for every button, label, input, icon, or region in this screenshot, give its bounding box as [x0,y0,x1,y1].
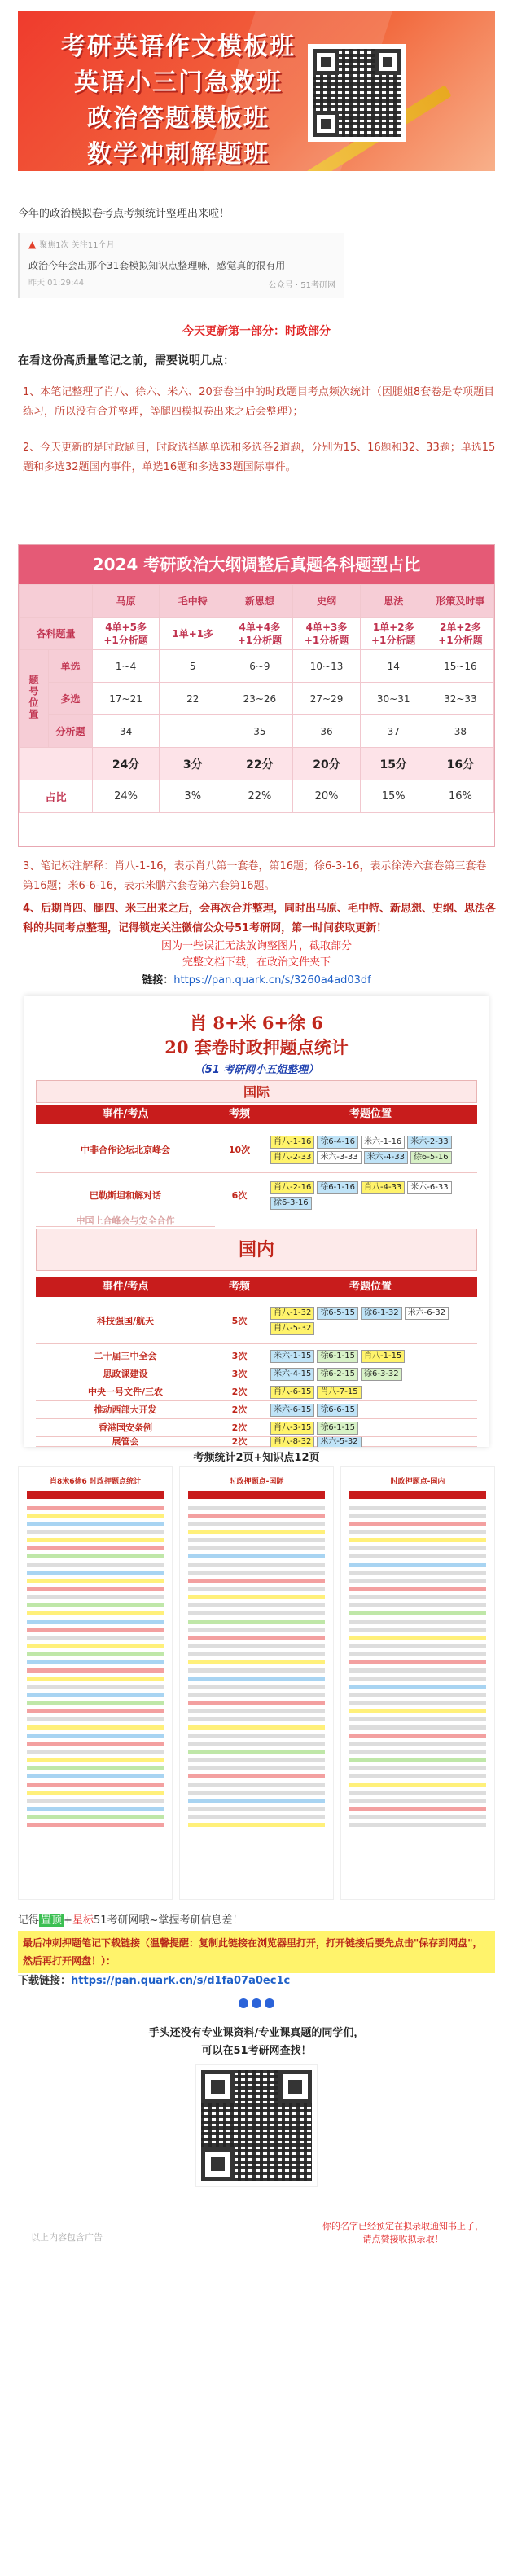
event-name: 中央一号文件/三农 [36,1383,215,1401]
resource-prompt: 可以在51考研网查找！ [201,2045,312,2057]
sheet-title: 20 套卷时政押题点统计 [164,1037,349,1057]
position-tag: 徐6-6-15 [317,1404,358,1417]
table-header: 马原 [93,585,160,618]
flame-icon: ▲ [28,239,37,250]
quark-link[interactable]: https://pan.quark.cn/s/3260a4ad03df [173,974,371,987]
table-cell: 17~21 [93,683,160,715]
table-cell: 35 [226,715,293,748]
position-tag: 米六-6-32 [405,1307,449,1320]
table-cell: 20% [293,780,360,813]
quark-download-link[interactable]: https://pan.quark.cn/s/d1fa07a0ec1c [71,1975,291,1987]
event-name: 香港国安条例 [36,1419,215,1437]
position-tag: 米六-5-32 [317,1437,361,1447]
position-tag: 米六-2-33 [407,1136,451,1149]
sheet-header-row [36,1277,477,1297]
event-count: 2次 [215,1401,264,1419]
follow-reminder: 记得 置顶 +星标51考研网哦~掌握考研信息差！ [18,1914,243,1927]
event-count: 3次 [215,1347,264,1365]
event-row [36,1401,477,1419]
footer-qr-code[interactable] [195,2064,318,2187]
quote-source: 公众号 · 51考研网 [268,281,335,290]
position-tag: 徐6-3-32 [361,1368,402,1381]
ad-disclaimer: 以上内容包含广告 [31,2232,103,2243]
event-row [36,1347,477,1365]
row-label: 单选 [49,650,93,683]
star-text: 星标 [72,1914,94,1927]
doc-preview[interactable] [18,1466,173,1900]
event-row [36,1128,477,1173]
table-cell: 2单+2多 +1分析题 [427,618,493,650]
row-label: 多选 [49,683,93,715]
position-tag: 肖八-7-15 [317,1386,361,1399]
event-name: 展管会 [36,1437,215,1447]
download-note: 最后冲刺押题笔记下载链接（温馨提醒：复制此链接在浏览器里打开，打开链接后要先点击"保存到网盘"，然后再打开网盘！）： [18,1931,495,1973]
table-cell: 30~31 [360,683,427,715]
table-cell: 3% [160,780,226,813]
update-heading: 今天更新第一部分：时政部分 [182,325,331,338]
table-cell: 16% [427,780,493,813]
pin-highlight: 置顶 [41,1914,63,1927]
position-tag: 米六-1-16 [361,1136,405,1149]
position-tag: 肖八-5-32 [270,1322,314,1335]
section-international: 国际 [36,1080,477,1103]
table-cell: 3分 [160,748,226,780]
table-cell: 4单+4多 +1分析题 [226,618,293,650]
col-header: 考频 [228,1108,250,1120]
table-cell: 14 [360,650,427,683]
event-count: 6次 [215,1176,264,1215]
position-tag: 徐6-1-32 [361,1307,402,1320]
position-tag: 徐6-4-16 [317,1136,358,1149]
table-cell: 36 [293,715,360,748]
position-tag: 肖八-1-32 [270,1307,314,1320]
event-count: 2次 [215,1419,264,1437]
table-cell: 38 [427,715,493,748]
resource-prompt: 手头还没有专业课资料/专业课真题的同学们， [148,2027,365,2039]
position-tag: 徐6-1-16 [317,1181,358,1194]
position-tag: 徐6-3-16 [270,1197,312,1210]
event-name: 科技强国/航天 [36,1299,215,1344]
event-count: 3次 [215,1365,264,1383]
doc-title: 时政押题点-国内 [390,1478,445,1486]
table-cell: 10~13 [293,650,360,683]
quoted-comment [18,233,344,298]
quote-meta: 聚焦1次 关注11个月 [39,241,115,250]
col-header: 事件/考点 [102,1281,149,1293]
table-cell: 37 [360,715,427,748]
position-tag: 肖八-6-15 [270,1386,314,1399]
table-cell: 1单+1多 [160,618,226,650]
position-tag: 肖八-2-33 [270,1151,314,1164]
position-tag: 米六-6-33 [407,1181,451,1194]
event-count: 5次 [215,1299,264,1344]
row-label: 占比 [20,780,93,813]
event-row [36,1215,477,1227]
note-item: 3、笔记标注解释：肖八-1-16，表示肖八第一套卷，第16题；徐6-3-16，表示徐涛六套卷第三套卷第16题；米6-6-16，表示米鹏六套卷第六套第16题。 [23,860,487,892]
link-label: 链接： [142,974,174,987]
sheet-header-row [36,1105,477,1124]
event-row [36,1419,477,1437]
stats-sheet-image [24,996,489,1447]
table-cell: 27~29 [293,683,360,715]
doc-preview[interactable] [179,1466,334,1900]
banner-line: 英语小三门急救班 [74,68,283,97]
event-row [36,1299,477,1344]
position-tag: 肖八-2-16 [270,1181,314,1194]
notes-heading: 在看这份高质量笔记之前，需要说明几点： [18,354,235,367]
note-item: 4、后期肖四、腿四、米三出来之后，会再次合并整理，同时出马原、毛中特、新思想、史纲、思法各科的共同考点整理，记得锁定关注微信公众号51考研网，第一时间获取更新！ [23,903,497,934]
event-name: 巴勒斯坦和解对话 [36,1176,215,1215]
position-tag: 徐6-5-15 [317,1307,358,1320]
table-cell: 5 [160,650,226,683]
table-header: 新思想 [226,585,293,618]
position-tag: 米六-6-15 [270,1404,314,1417]
banner-qr-code[interactable] [308,44,406,142]
doc-title: 时政押题点-国际 [229,1478,284,1486]
download-link-line [18,1972,290,1987]
link-note: 因为一些误汇无法放询整图片，截取部分 [160,940,352,952]
position-tag: 肖八-1-15 [361,1350,405,1363]
side-label: 题号位置 [28,675,39,720]
event-row [36,1437,477,1447]
position-tag: 米六-4-33 [364,1151,408,1164]
intro-text: 今年的政治模拟卷考点考频统计整理出来啦！ [18,208,230,220]
position-tag: 肖八-4-33 [361,1181,405,1194]
row-label: 分析题 [49,715,93,748]
banner-line: 数学冲刺解题班 [87,140,270,169]
table-cell: — [160,715,226,748]
position-tag: 肖八-3-15 [270,1422,314,1435]
event-name: 二十届三中全会 [36,1347,215,1365]
quote-text: 政治今年会出那个31套模拟知识点整理嘛，感觉真的很有用 [28,260,286,271]
stats-caption: 考频统计2页+知识点12页 [193,1452,320,1464]
col-header: 考频 [228,1281,250,1293]
position-tag: 徐6-1-15 [317,1350,358,1363]
table-cell: 1单+2多 +1分析题 [360,618,427,650]
course-banner[interactable] [18,11,495,171]
table-cell: 34 [93,715,160,748]
banner-lines [60,29,296,171]
event-name: 思政课建设 [36,1365,215,1383]
position-tag: 徐6-1-15 [317,1422,358,1435]
event-count: 2次 [215,1383,264,1401]
table-cell: 24分 [93,748,160,780]
table-cell: 23~26 [226,683,293,715]
note-item: 1、本笔记整理了肖八、徐六、米六、20套卷当中的时政题目考点频次统计（因腿姐8套卷是专项题目练习，所以没有合并整理，等腿四模拟卷出来之后会整理）； [23,386,495,418]
document-previews [18,1466,495,1900]
sheet-title: 肖 8+米 6+徐 6 [190,1013,323,1033]
event-name: 中非合作论坛北京峰会 [36,1128,215,1173]
divider-dots [0,1996,513,2011]
position-tag: 米六-1-15 [270,1350,314,1363]
event-row [36,1383,477,1401]
table-header: 思法 [360,585,427,618]
table-cell: 24% [93,780,160,813]
table-cell: 4单+5多 +1分析题 [93,618,160,650]
banner-line: 考研英语作文模板班 [61,33,296,61]
table-cell: 22分 [226,748,293,780]
quote-time: 昨天 01:29:44 [28,279,85,288]
position-tag: 徐6-2-15 [317,1368,358,1381]
table-cell: 6~9 [226,650,293,683]
table-header: 形策及时事 [427,585,493,618]
exam-structure-table [18,544,495,847]
banner-line: 政治答题模板班 [87,104,270,133]
event-count: 2次 [215,1437,264,1447]
closing-note: 你的名字已经预定在拟录取通知书上了， 请点赞接收拟录取！ [322,2221,484,2244]
position-tag: 米六-3-33 [317,1151,361,1164]
position-tag: 米六-4-15 [270,1368,314,1381]
position-tag: 肖八-8-32 [270,1437,314,1447]
link-label: 下载链接： [18,1975,72,1987]
row-label: 各科题量 [20,618,93,650]
doc-title: 肖8米6徐6 时政押题点统计 [50,1478,141,1486]
table-header: 史纲 [293,585,360,618]
table-cell: 20分 [293,748,360,780]
event-count: 10次 [215,1128,264,1173]
sheet-subtitle: （51 考研网小五姐整理） [194,1064,319,1076]
table-title: 2024 考研政治大纲调整后真题各科题型占比 [19,545,494,584]
note-item: 2、今天更新的是时政题目，时政选择题单选和多选各2道题，分别为15、16题和32、33题；单选15题和多选32题国内事件，单选16题和多选33题国际事件。 [23,442,496,473]
col-header: 考题位置 [349,1281,392,1293]
event-name: 推动西部大开发 [36,1401,215,1419]
doc-preview[interactable] [340,1466,495,1900]
download-link-line [0,971,513,987]
table-cell: 16分 [427,748,493,780]
position-tag: 徐6-5-16 [410,1151,452,1164]
table-cell: 22 [160,683,226,715]
table-cell: 15分 [360,748,427,780]
link-note: 完整文档下载，在政治文件夹下 [182,956,331,969]
event-row [36,1365,477,1383]
table-cell: 22% [226,780,293,813]
section-domestic: 国内 [36,1229,477,1271]
table-cell: 15% [360,780,427,813]
event-row [36,1176,477,1215]
table-cell: 15~16 [427,650,493,683]
table-header: 毛中特 [160,585,226,618]
table-cell: 4单+3多 +1分析题 [293,618,360,650]
col-header: 考题位置 [349,1108,392,1120]
col-header: 事件/考点 [102,1108,149,1120]
event-name: 中国上合峰会与安全合作 [36,1215,215,1227]
position-tag: 肖八-1-16 [270,1136,314,1149]
table-cell: 32~33 [427,683,493,715]
table-cell: 1~4 [93,650,160,683]
